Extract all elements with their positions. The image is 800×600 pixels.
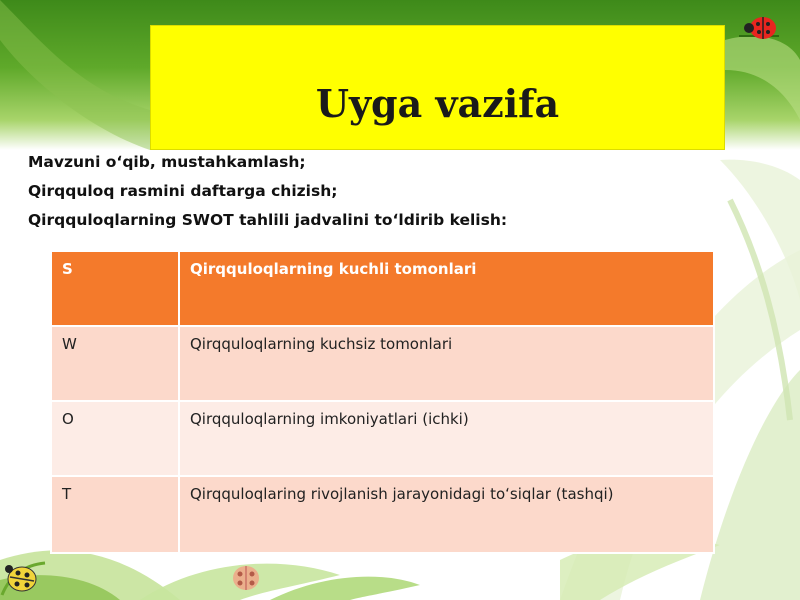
table-row bbox=[51, 401, 714, 476]
ladybug-icon bbox=[0, 545, 50, 597]
table-row bbox=[51, 476, 714, 553]
table-row bbox=[51, 251, 714, 326]
swot-letter-cell: T bbox=[51, 476, 179, 553]
swot-letter-cell: S bbox=[51, 251, 179, 326]
task-item: Qirqquloqlarning SWOT tahlili jadvalini toʻldirib kelish: bbox=[28, 211, 508, 229]
ladybug-icon bbox=[735, 10, 783, 46]
task-item: Qirqquloq rasmini daftarga chizish; bbox=[28, 182, 338, 200]
swot-text-cell: Qirqquloqlaring rivojlanish jarayonidagi toʻsiqlar (tashqi) bbox=[179, 476, 714, 553]
swot-text-cell: Qirqquloqlarning kuchsiz tomonlari bbox=[179, 326, 714, 401]
task-list bbox=[28, 148, 768, 235]
task-item: Mavzuni oʻqib, mustahkamlash; bbox=[28, 153, 306, 171]
swot-letter-cell: O bbox=[51, 401, 179, 476]
slide-title: Uyga vazifa bbox=[315, 81, 560, 126]
title-box bbox=[150, 25, 725, 150]
swot-letter-cell: W bbox=[51, 326, 179, 401]
swot-text-cell: Qirqquloqlarning kuchli tomonlari bbox=[179, 251, 714, 326]
table-row bbox=[51, 326, 714, 401]
swot-text-cell: Qirqquloqlarning imkoniyatlari (ichki) bbox=[179, 401, 714, 476]
ladybug-icon bbox=[226, 560, 266, 596]
swot-table bbox=[50, 250, 715, 554]
